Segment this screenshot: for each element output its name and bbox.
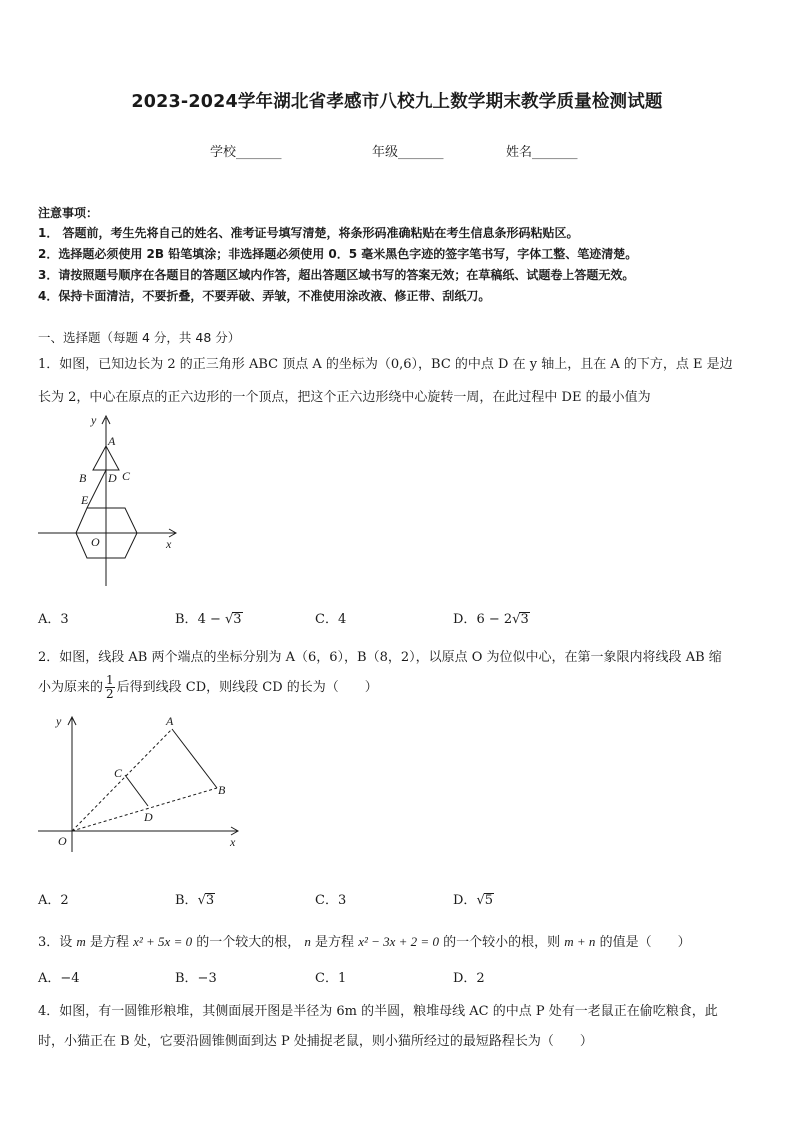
q3-var-n: n [304, 934, 311, 949]
grade-field[interactable]: 年级_______ [372, 145, 444, 160]
origin-label: O [58, 834, 67, 848]
page-title: 2023-2024学年湖北省孝感市八校九上数学期末教学质量检测试题 [131, 92, 663, 112]
q1-option-b-value: 4 − [197, 612, 225, 627]
q1-option-d-value: 6 − 2 [476, 612, 513, 627]
question-1-line1: 1．如图，已知边长为 2 的正三角形 ABC 顶点 A 的坐标为（0,6），BC 的中点 D 在 y 轴上，且在 A 的下方，点 E 是边 [38, 357, 733, 372]
fraction [105, 674, 115, 701]
y-axis-label: y [91, 413, 97, 427]
q2-option-d[interactable] [453, 889, 494, 908]
notice-item: 2．选择题必须使用 2B 铅笔填涂；非选择题必须使用 0．5 毫米黑色字迹的签字笔书写，字体工整、笔迹清楚。 [38, 247, 638, 261]
sqrt-icon: √ [476, 893, 485, 908]
q2-option-d-radicand: 5 [484, 893, 494, 908]
q3-option-b[interactable]: B．−3 [175, 971, 217, 986]
sqrt-icon: √ [197, 893, 206, 908]
notice-item: 4．保持卡面清洁，不要折叠，不要弄破、弄皱，不准使用涂改液、修正带、刮纸刀。 [38, 289, 491, 303]
q1-option-d-radicand: 3 [520, 612, 529, 627]
question-3 [38, 931, 691, 950]
notice-item: 3．请按照题号顺序在各题目的答题区域内作答，超出答题区域书写的答案无效；在草稿纸、试题卷上答题无效。 [38, 268, 635, 282]
q3-expression: m + n [564, 934, 596, 949]
school-field[interactable]: 学校_______ [210, 145, 282, 160]
fraction-numerator: 1 [106, 673, 114, 687]
x-axis-label: x [230, 835, 236, 849]
point-a-label: A [108, 434, 116, 448]
q3-text: 3．设 [38, 935, 73, 950]
point-a-label: A [166, 714, 174, 728]
q1-option-b-label: B． [175, 612, 198, 627]
origin-label: O [91, 535, 100, 549]
point-b-label: B [218, 783, 226, 797]
q3-text: 是方程 [315, 935, 355, 950]
point-c-label: C [122, 469, 131, 483]
section-heading: 一、选择题（每题 4 分，共 48 分） [38, 330, 241, 345]
q3-option-d[interactable]: D．2 [453, 971, 485, 986]
point-b-label: B [79, 471, 87, 485]
q3-option-a[interactable]: A．−4 [38, 971, 80, 986]
q2-text-pre: 小为原来的 [38, 680, 104, 695]
q2-option-b[interactable] [175, 889, 215, 908]
question-1-line2: 长为 2，中心在原点的正六边形的一个顶点，把这个正六边形绕中心旋转一周，在此过程中 DE 的最小值为 [38, 390, 651, 405]
question-2-line2 [38, 674, 378, 701]
q2-option-c[interactable]: C．3 [315, 893, 347, 908]
q1-option-c[interactable]: C．4 [315, 612, 347, 627]
q3-equation-1: x² + 5x = 0 [133, 934, 193, 949]
q3-text: 是方程 [89, 935, 129, 950]
q1-option-b[interactable] [175, 608, 243, 627]
notice-heading: 注意事项： [38, 206, 99, 220]
question-4-line2: 时，小猫正在 B 处，它要沿圆锥侧面到达 P 处捕捉老鼠，则小猫所经过的最短路程长为（ ） [38, 1034, 593, 1049]
q3-var-m: m [76, 934, 86, 949]
question-2-line1: 2．如图，线段 AB 两个端点的坐标分别为 A（6，6），B（8，2），以原点 O 为位似中心，在第一象限内将线段 AB 缩 [38, 650, 722, 665]
sqrt-icon: √ [225, 612, 234, 627]
y-axis-label: y [56, 714, 62, 728]
q2-option-a[interactable]: A．2 [38, 893, 69, 908]
sqrt-icon: √ [512, 612, 521, 627]
q3-equation-2: x² − 3x + 2 = 0 [358, 934, 439, 949]
q3-text: 的一个较大的根， [196, 935, 301, 950]
q1-option-a[interactable]: A．3 [38, 612, 69, 627]
q2-text-post: 后得到线段 CD，则线段 CD 的长为（ ） [116, 680, 378, 695]
question-1-figure [36, 410, 186, 590]
question-2-figure [34, 712, 249, 862]
q1-option-d-label: D． [453, 612, 477, 627]
q2-option-d-label: D． [453, 893, 477, 908]
q3-text: 的一个较小的根，则 [443, 935, 561, 950]
q1-option-b-radicand: 3 [233, 612, 242, 627]
point-d-label: D [108, 471, 117, 485]
q3-option-c[interactable]: C．1 [315, 971, 347, 986]
fraction-denominator: 2 [106, 687, 114, 701]
q1-option-d[interactable] [453, 608, 530, 627]
q2-option-b-radicand: 3 [205, 893, 215, 908]
question-4-line1: 4．如图，有一圆锥形粮堆，其侧面展开图是半径为 6m 的半圆，粮堆母线 AC 的中点 P 处有一老鼠正在偷吃粮食，此 [38, 1004, 718, 1019]
name-field[interactable]: 姓名_______ [506, 145, 578, 160]
x-axis-label: x [166, 537, 172, 551]
q3-text: 的值是（ ） [599, 935, 691, 950]
point-e-label: E [81, 493, 89, 507]
point-d-label: D [144, 810, 153, 824]
point-c-label: C [114, 766, 123, 780]
q2-option-b-label: B． [175, 893, 198, 908]
notice-item: 1． 答题前，考生先将自己的姓名、准考证号填写清楚，将条形码准确粘贴在考生信息条形码粘贴区。 [38, 226, 579, 240]
